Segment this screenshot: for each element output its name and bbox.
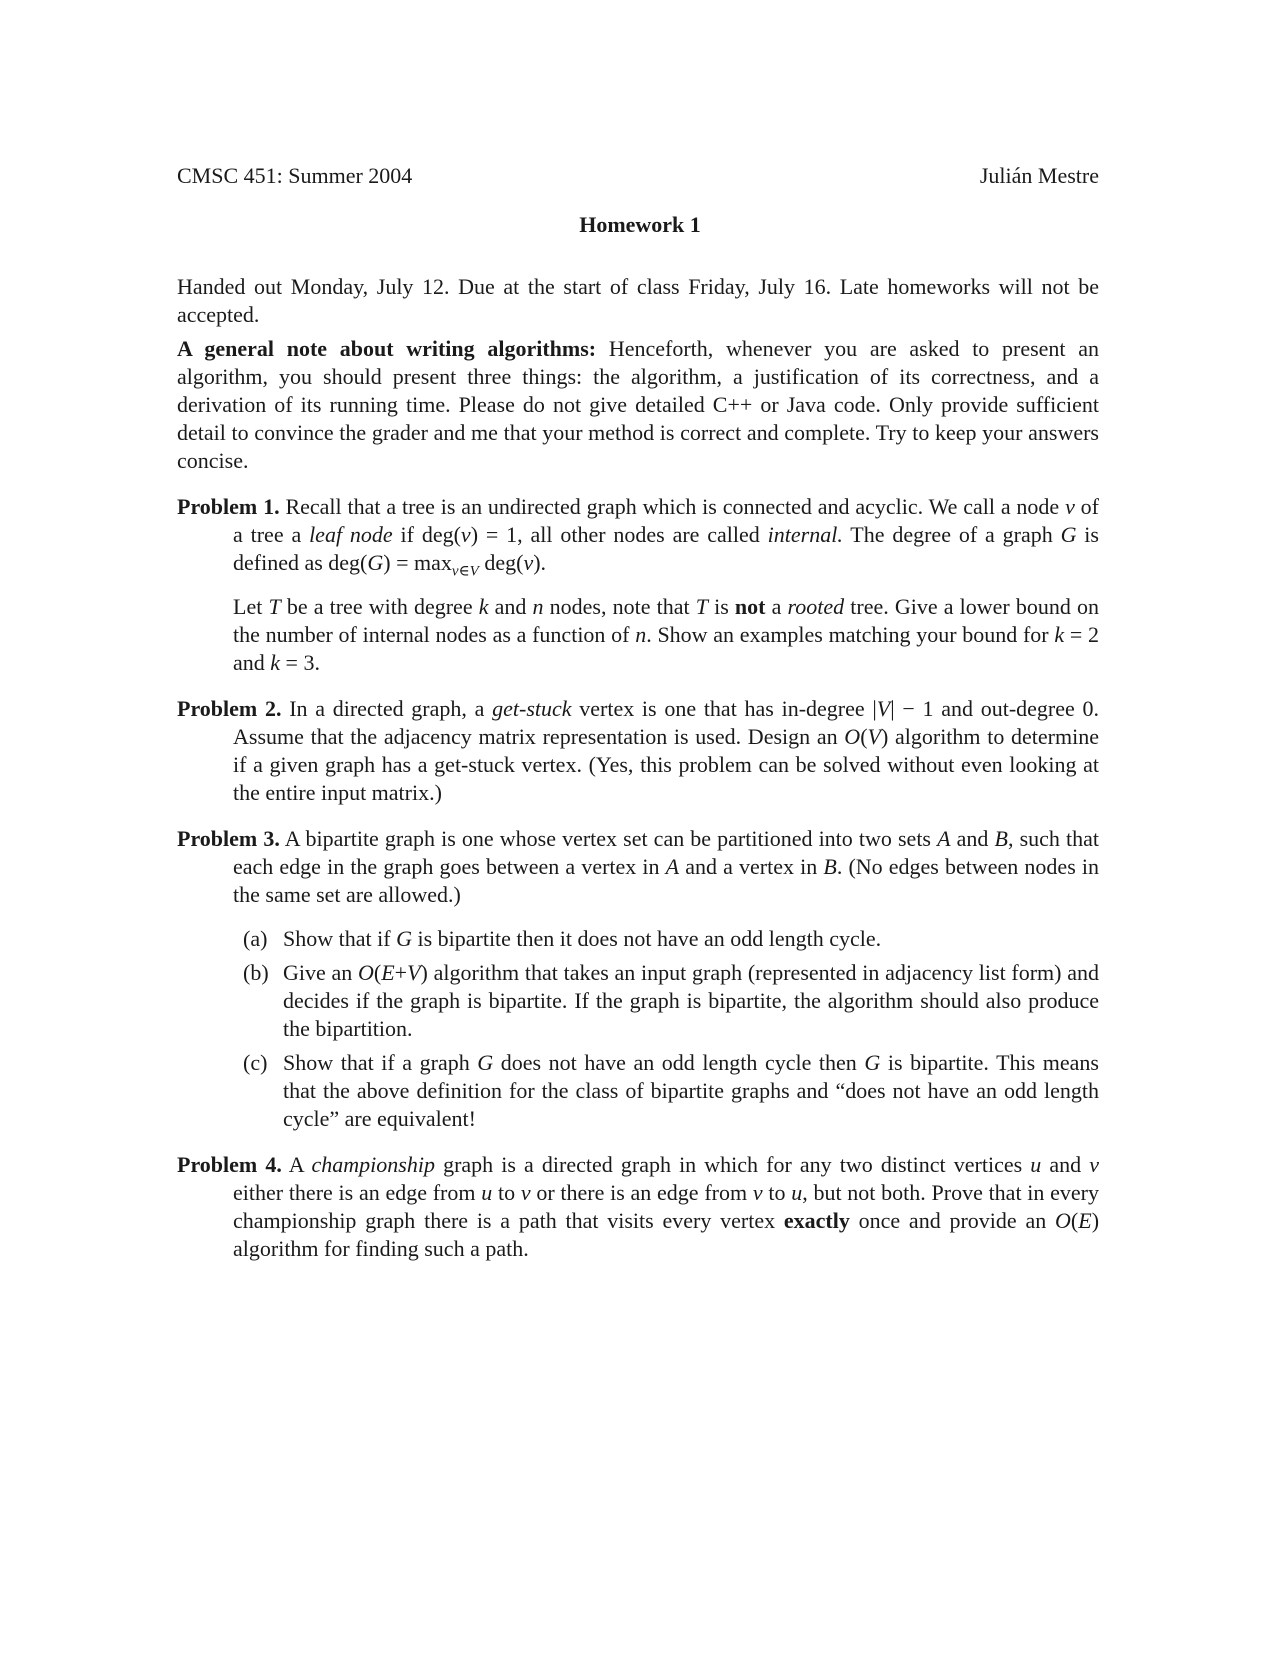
document-title: Homework 1 — [579, 212, 701, 237]
general-note-paragraph: A general note about writing algorithms: Henceforth, whenever you are asked to present an algorithm, you should present three things: the algorithm, a justification of its correctness, and a derivation of its running time. Please do not give detailed C++ or Java code. Only provide sufficient detail to convince the grader and me that your method is correct and complete. Try to keep your answers concise. — [177, 336, 1099, 473]
problem-4 — [177, 1151, 1099, 1263]
problem-4-text: Problem 4. A championship graph is a directed graph in which for any two distinct vertices u and v either there is an edge from u to v or there is an edge from v to u, but not both. Prove that in every championship graph there is a path that visits every vertex exactly once and provide an O(E) algorithm for finding such a path. — [177, 1152, 1100, 1262]
problem-1-definition: Problem 1. Recall that a tree is an undirected graph which is connected and acyclic. We call a node v of a tree a leaf node if deg(v) = 1, all other nodes are called internal. The degree of a graph G is defined as $deg(G) = \max_{v\in V} deg(v)$. — [177, 494, 1100, 580]
problem-1-question: Let T be a tree with degree k and n nodes, note that T is not a rooted tree. Give a lower bound on the number of internal nodes as a function of n. Show an examples matching your bound for k = 2 and k = 3. — [233, 594, 1100, 676]
problem-3c: (c) Show that if a graph G does not have an odd length cycle then G is bipartite. This means that the above definition for the class of bipartite graphs and “does not have an odd length cycle” are equivalent! — [243, 1050, 1099, 1132]
problem-3b: (b) Give an O(E+V) algorithm that takes an input graph (represented in adjacency list form) and decides if the graph is bipartite. If the graph is bipartite, the algorithm should also produce the bipartition. — [243, 960, 1099, 1042]
handout-paragraph: Handed out Monday, July 12. Due at the start of class Friday, July 16. Late homeworks will not be accepted. — [177, 274, 1099, 327]
problem-2-text: Problem 2. In a directed graph, a get-stuck vertex is one that has in-degree |V| − 1 and out-degree 0. Assume that the adjacency matrix representation is used. Design an O(V) algorithm to determine if a given graph has a get-stuck vertex. (Yes, this problem can be solved without even looking at the entire input matrix.) — [177, 696, 1099, 806]
problem-1 — [177, 493, 1099, 677]
problem-3a: (a) Show that if G is bipartite then it does not have an odd length cycle. — [243, 926, 882, 952]
general-note-label: A general note about writing algorithms: — [177, 336, 597, 361]
document-header — [177, 162, 1099, 190]
problem-1-label: Problem 1. — [177, 494, 280, 519]
problem-3-subparts — [233, 925, 1099, 1133]
document-body — [177, 273, 1099, 1263]
problem-3-label: Problem 3. — [177, 826, 280, 852]
problem-3-text: Problem 3. A bipartite graph is one whose vertex set can be partitioned into two sets A and B, such that each edge in the graph goes between a vertex in A and a vertex in B. (No edges between nodes in the same set are allowed.) — [177, 826, 1099, 908]
course-label: CMSC 451: Summer 2004 — [177, 163, 413, 188]
problem-2 — [177, 695, 1099, 807]
problem-3 — [177, 825, 1099, 1133]
problem-2-label: Problem 2. — [177, 696, 282, 722]
problem-4-label: Problem 4. — [177, 1152, 282, 1178]
author-name: Julián Mestre — [979, 163, 1099, 188]
